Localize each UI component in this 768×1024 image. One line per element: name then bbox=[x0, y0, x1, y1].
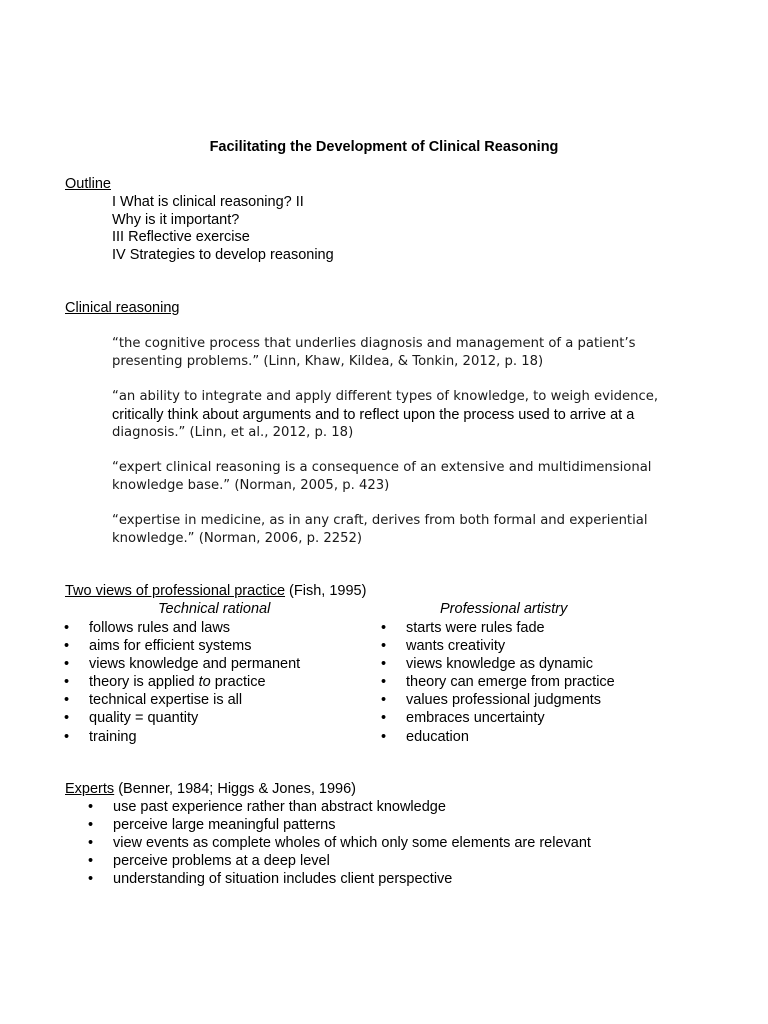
list-item: • perceive problems at a deep level bbox=[88, 853, 591, 871]
list-item: • aims for efficient systems bbox=[64, 637, 300, 655]
quote-line: presenting problems.” (Linn, Khaw, Kildea, & Tonkin, 2012, p. 18) bbox=[112, 354, 544, 369]
list-item: • embraces uncertainty bbox=[381, 709, 615, 727]
quote-block bbox=[112, 388, 692, 442]
page-title: Facilitating the Development of Clinical Reasoning bbox=[209, 139, 559, 155]
outline-item: IV Strategies to develop reasoning bbox=[112, 246, 334, 263]
outline-item: Why is it important? bbox=[112, 211, 240, 228]
quote-line: “expertise in medicine, as in any craft, derives from both formal and experiential bbox=[112, 513, 648, 528]
list-item: • views knowledge as dynamic bbox=[381, 655, 615, 673]
quote-block bbox=[112, 512, 692, 548]
experts-list bbox=[88, 799, 591, 889]
two-views-citation: (Fish, 1995) bbox=[285, 583, 367, 599]
outline-item: I What is clinical reasoning? II bbox=[112, 194, 304, 210]
list-item: • view events as complete wholes of which only some elements are relevant bbox=[88, 835, 591, 853]
list-item bbox=[64, 673, 300, 691]
experts-heading: Experts bbox=[65, 781, 115, 797]
two-views-heading-row bbox=[65, 583, 366, 599]
quote-block bbox=[112, 335, 692, 371]
quote-line: “the cognitive process that underlies diagnosis and management of a patient’s bbox=[112, 336, 636, 351]
list-item: • training bbox=[64, 728, 300, 746]
list-item: • technical expertise is all bbox=[64, 691, 300, 709]
list-item: • follows rules and laws bbox=[64, 619, 300, 637]
quote-line: diagnosis.” (Linn, et al., 2012, p. 18) bbox=[112, 425, 354, 440]
list-item: • views knowledge and permanent bbox=[64, 655, 300, 673]
list-item: • use past experience rather than abstract knowledge bbox=[88, 799, 591, 817]
list-item-emphasis: to bbox=[198, 674, 211, 691]
two-views-heading: Two views of professional practice bbox=[65, 583, 286, 599]
quote-line: knowledge.” (Norman, 2006, p. 2252) bbox=[112, 531, 363, 546]
professional-artistry-title: Professional artistry bbox=[440, 601, 568, 617]
professional-artistry-list bbox=[381, 619, 615, 746]
list-item: • starts were rules fade bbox=[381, 619, 615, 637]
list-item: • values professional judgments bbox=[381, 691, 615, 709]
quote-block bbox=[112, 459, 692, 495]
quote-line: knowledge base.” (Norman, 2005, p. 423) bbox=[112, 478, 390, 493]
clinical-reasoning-heading: Clinical reasoning bbox=[65, 300, 180, 316]
outline-heading: Outline bbox=[65, 176, 111, 192]
list-item: • theory can emerge from practice bbox=[381, 673, 615, 691]
outline-item: III Reflective exercise bbox=[112, 229, 250, 245]
list-item: • perceive large meaningful patterns bbox=[88, 817, 591, 835]
quote-line: “an ability to integrate and apply different types of knowledge, to weigh evidence, bbox=[112, 389, 659, 404]
list-item: • quality = quantity bbox=[64, 709, 300, 727]
experts-citation: (Benner, 1984; Higgs & Jones, 1996) bbox=[114, 781, 356, 797]
list-item: • wants creativity bbox=[381, 637, 615, 655]
quote-line: “expert clinical reasoning is a consequence of an extensive and multidimensional bbox=[112, 460, 652, 475]
quote-line: critically think about arguments and to reflect upon the process used to arrive at a bbox=[112, 407, 635, 423]
list-item-text-rest: practice bbox=[210, 674, 266, 691]
outline-list bbox=[112, 194, 334, 264]
experts-heading-row bbox=[65, 781, 356, 797]
list-item-text: theory is applied bbox=[89, 674, 199, 691]
list-item: • understanding of situation includes client perspective bbox=[88, 871, 591, 889]
list-item: • education bbox=[381, 728, 615, 746]
technical-rational-list bbox=[64, 619, 300, 746]
technical-rational-title: Technical rational bbox=[158, 601, 271, 617]
